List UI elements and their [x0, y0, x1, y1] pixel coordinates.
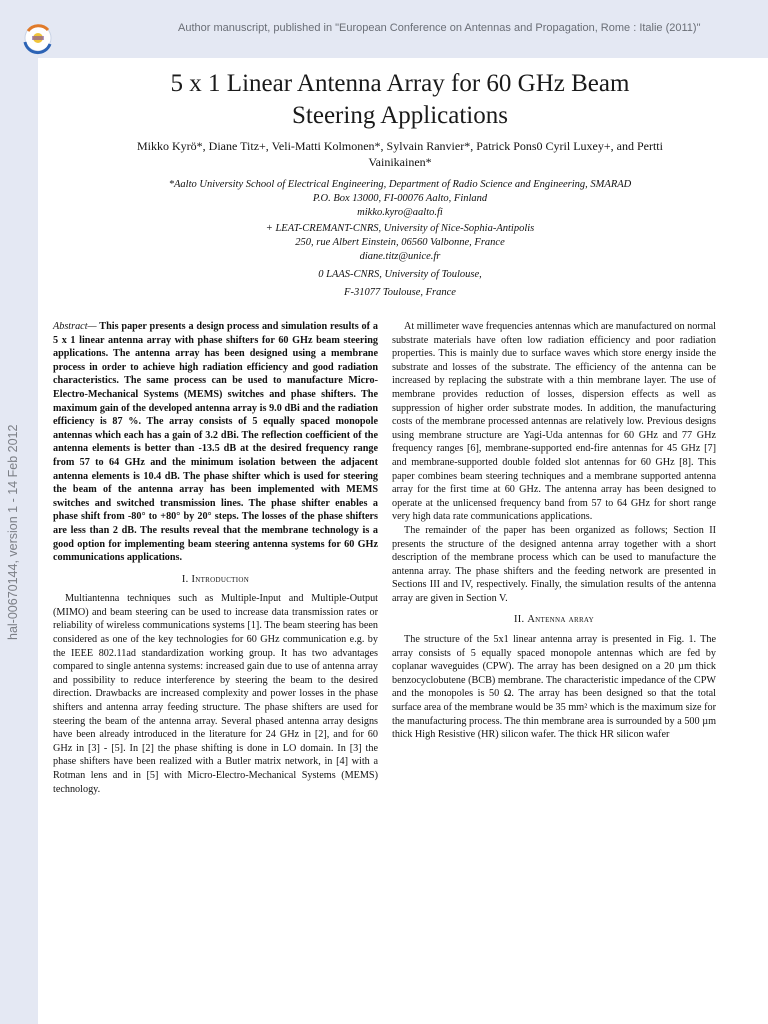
affiliation-email: mikko.kyro@aalto.fi	[357, 207, 443, 218]
hal-logo-icon	[16, 18, 60, 56]
affiliation-line: *Aalto University School of Electrical Engineering, Department of Radio Science and Engineering, SMARAD	[168, 179, 632, 190]
affiliation-line: + LEAT-CREMANT-CNRS, University of Nice-Sophia-Antipolis	[265, 223, 535, 234]
paragraph: At millimeter wave frequencies antennas which are manufactured on normal substrate materials have often low radiation efficiency and poor radiation properties. This is mainly due to surface waves which store energy inside the substrate and losses of the substrate. The efficiency of the antenna can be increased by replacing the substrate with a thin membrane layer. The use of membrane provides reduction of losses, dispersion effects as well as suppression of higher order substrate modes. In addition, the manufacturing costs of the membrane processed antennas are relatively low. Previous designs using membrane structure are Yagi-Uda antennas for 60 GHz and 77 GHz frequency ranges [6], membrane-supported end-fire antennas for 45 GHz [7] and membrane-supported double folded slot antennas for 60 GHz [8]. This paper combines beam steering techniques and a membrane supported antenna array for the first time at 60 GHz. The antenna array has been designed to operate at the unlicensed frequency band from 57 to 64 GHz for short range very high data rate communications applications.	[392, 321, 717, 523]
right-column	[392, 320, 716, 742]
section-heading-antenna-array	[392, 613, 716, 627]
section-title: Introduction	[191, 573, 250, 585]
affiliation-email: diane.titz@unice.fr	[359, 251, 441, 262]
manuscript-note: Author manuscript, published in "European Conference on Antennas and Propagation, Rome : Italie (2011)"	[178, 22, 701, 34]
hal-identifier-text: hal-00670144, version 1 - 14 Feb 2012	[6, 424, 20, 640]
section-title: Antenna array	[527, 614, 594, 626]
hal-identifier	[4, 380, 26, 640]
title-line-2: Steering Applications	[292, 102, 508, 129]
abstract	[53, 320, 378, 565]
author-list	[60, 138, 740, 170]
paper-title	[60, 68, 740, 132]
affiliation-line: 0 LAAS-CNRS, University of Toulouse,	[318, 269, 482, 280]
section-number: I.	[181, 573, 189, 585]
left-column	[53, 320, 378, 796]
title-line-1: 5 x 1 Linear Antenna Array for 60 GHz Beam	[170, 70, 630, 97]
paragraph: The remainder of the paper has been organized as follows; Section II presents the structure of the designed antenna array together with a short description of the membrane process which can be used to manufacture the antenna array. The phase shifters and the feeding network are presented in Sections III and IV, respectively. Finally, the simulation results of the antenna array are given in Section V.	[392, 524, 716, 604]
affiliation-line: 250, rue Albert Einstein, 06560 Valbonne, France	[295, 237, 505, 248]
section-number: II.	[514, 614, 525, 626]
authors-line-1: Mikko Kyrö*, Diane Titz+, Veli-Matti Kolmonen*, Sylvain Ranvier*, Patrick Pons0 Cyril Luxey+, and Pertti	[137, 139, 663, 153]
abstract-text: This paper presents a design process and simulation results of a 5 x 1 linear antenna array with phase shifters for 60 GHz beam steering applications. The antenna array has been designed using a membrane process in order to achieve high radiation efficiency and good radiation characteristics. The same process can be used to manufacture Micro-Electro-Mechanical Systems (MEMS) switches and phase shifters. The maximum gain of the developed antenna array is 9.0 dBi and the radiation efficiency is 87 %. The array consists of 5 equally spaced monopole antennas which each has a gain of 3.2 dBi. The reflection coefficient of the antenna elements is better than -13.5 dB at the desired frequency range from 57 to 64 GHz and the minimum isolation between the adjacent antenna elements is 10.4 dB. The phase shifter which is used for steering the beam of the antenna array has been implemented with MEMS switches and switched transmission lines. The phase shifter enables a phase shift from -80° to +80° by 20° steps. The losses of the phase shifters are less than 2 dB. The results reveal that the membrane technology is a good option for implementing beam steering antenna systems for 60 GHz communications applications.	[53, 321, 378, 564]
affiliation-line: F-31077 Toulouse, France	[344, 287, 456, 298]
paragraph: The structure of the 5x1 linear antenna array is presented in Fig. 1. The array consists of 5 equally spaced monopole antennas which are fed by coplanar waveguides (CPW). The array has been designed on a 20 µm thick benzocyclobutene (BCB) membrane. The characteristic impedance of the CPW and the monopoles is 50 Ω. The array has been designed so that the total surface area of the membrane would be 35 mm² which is the maximum size for the manufacturing process. The thin membrane area is surrounded by a 500 µm thick High Resistive (HR) silicon wafer. The thick HR silicon wafer	[392, 634, 716, 741]
section-heading-introduction	[53, 573, 378, 587]
abstract-label: Abstract—	[53, 321, 97, 332]
affiliation-line: P.O. Box 13000, FI-00076 Aalto, Finland	[312, 193, 488, 204]
authors-line-2: Vainikainen*	[368, 155, 432, 169]
paragraph: Multiantenna techniques such as Multiple-Input and Multiple-Output (MIMO) and beam steering can be used to increase data transmission rates or reliability of wireless communications systems [1]. The beam steering has been considered as one of the key technologies for 60 GHz communication e.g. by the IEEE 802.11ad standardization working group. It has two advantages compared to single antenna systems: increased gain due to use of antenna array and possibility to reduce interference by steering the beam to the desired direction. Drawbacks are increased complexity and power losses in the phase shifters and antenna array feeding structure. The phase shifters are used for steering the beam of the antenna array. Several phased antenna array designs have been already introduced in the literature for 24 GHz in [2], and for 60 GHz in [3] - [5]. In [2] the phase shifting is done in LO domain. In [3] the phase shifters have been realized with a Butler matrix network, in [4] with a Rotman lens and in [5] with Micro-Electro-Mechanical Systems (MEMS) technology.	[53, 593, 378, 795]
